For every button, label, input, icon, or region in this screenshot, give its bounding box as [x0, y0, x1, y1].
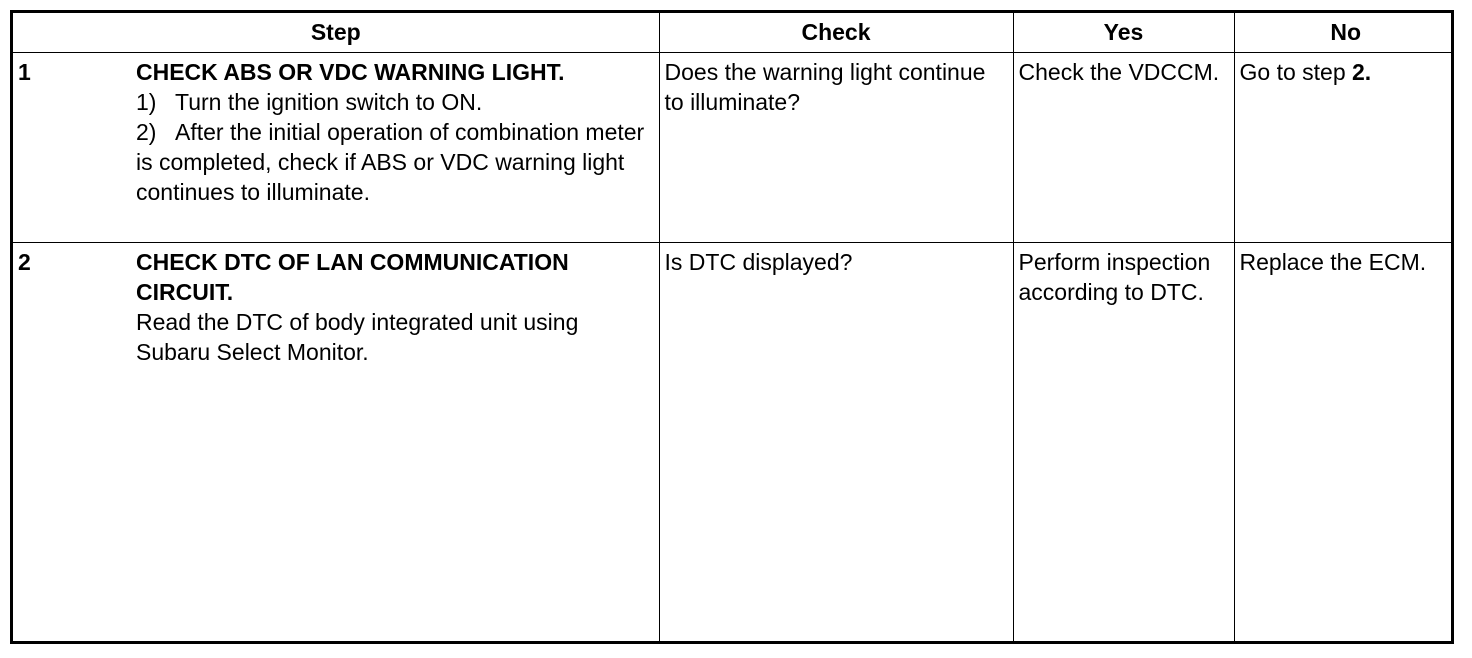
- step-body: [136, 53, 659, 207]
- header-check: Check: [659, 13, 1013, 52]
- no-prefix: Go to step: [1239, 58, 1353, 85]
- step-title: CHECK ABS OR VDC WARNING LIGHT.: [136, 58, 565, 85]
- yes-cell: Perform inspection according to DTC.: [1013, 242, 1234, 641]
- step-body: [136, 243, 659, 367]
- no-cell: Replace the ECM.: [1234, 242, 1454, 641]
- step-cell: [13, 52, 659, 242]
- check-cell: Does the warning light continue to illuminate?: [659, 52, 1013, 242]
- diagnostic-table-frame: [10, 10, 1454, 644]
- header-row: [13, 13, 1454, 52]
- yes-cell: Check the VDCCM.: [1013, 52, 1234, 242]
- header-step: Step: [13, 13, 659, 52]
- header-no: No: [1234, 13, 1454, 52]
- no-cell: [1234, 52, 1454, 242]
- goto-step-link[interactable]: 2.: [1352, 58, 1372, 85]
- step-instruction: Read the DTC of body integrated unit using Subaru Select Monitor.: [136, 308, 579, 365]
- step-number: 2: [18, 248, 31, 275]
- substep-item: [136, 117, 655, 207]
- substep-text: After the initial operation of combination meter is completed, check if ABS or VDC warning light continues to illuminate.: [136, 118, 645, 205]
- table-row: [13, 52, 1454, 242]
- diagnostic-table: [13, 13, 1454, 641]
- step-title: CHECK DTC OF LAN COMMUNICATION CIRCUIT.: [136, 248, 569, 305]
- step-number: 1: [18, 58, 31, 85]
- check-cell: Is DTC displayed?: [659, 242, 1013, 641]
- substep-number: 2): [136, 118, 157, 145]
- table-row: [13, 242, 1454, 641]
- substep-text: Turn the ignition switch to ON.: [175, 88, 483, 115]
- step-cell: [13, 242, 659, 641]
- substep-number: 1): [136, 88, 157, 115]
- header-yes: Yes: [1013, 13, 1234, 52]
- substep-item: [136, 87, 655, 117]
